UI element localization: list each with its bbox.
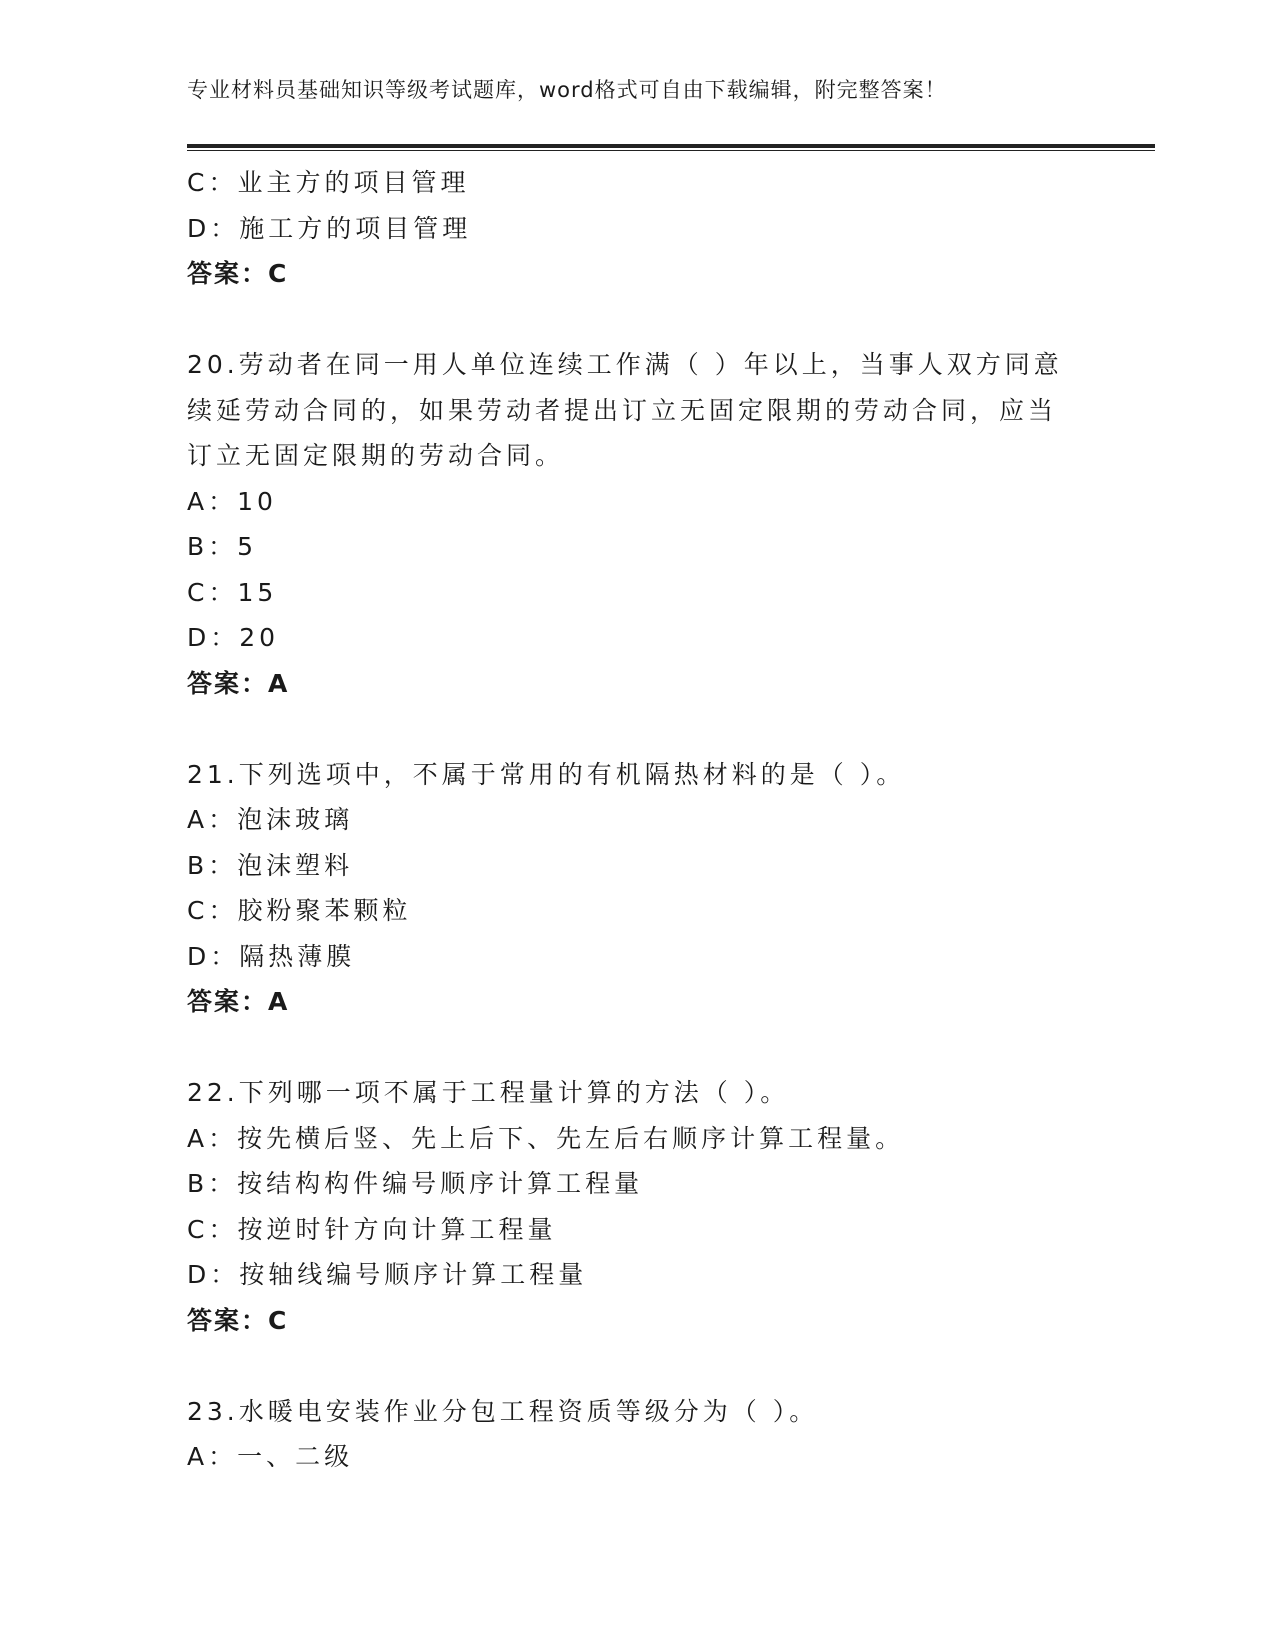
question-21 — [187, 752, 1127, 1025]
question-20 — [187, 342, 1127, 706]
option-line: D：按轴线编号顺序计算工程量 — [187, 1260, 588, 1289]
question-stem-line: 22.下列哪一项不属于工程量计算的方法（ ）。 — [187, 1078, 790, 1107]
option-line: D：施工方的项目管理 — [187, 213, 472, 243]
option-line: D：20 — [187, 623, 280, 652]
answer-line: 答案：C — [187, 1305, 289, 1335]
page-header: 专业材料员基础知识等级考试题库，word格式可自由下载编辑，附完整答案！ — [187, 78, 947, 102]
header-rule-thick — [187, 144, 1155, 148]
spacer — [187, 297, 1127, 343]
question-content — [187, 160, 1127, 1480]
answer-line: 答案：A — [187, 668, 290, 698]
question-stem-line: 23.水暖电安装作业分包工程资质等级分为（ ）。 — [187, 1396, 819, 1426]
spacer — [187, 1343, 1127, 1389]
option-line: B：按结构构件编号顺序计算工程量 — [187, 1169, 644, 1198]
option-line: C：15 — [187, 577, 278, 607]
option-line: B：5 — [187, 532, 258, 561]
header-rule-thin — [187, 150, 1155, 151]
spacer — [187, 1025, 1127, 1071]
question-stem-line: 订立无固定限期的劳动合同。 — [187, 441, 565, 470]
option-line: A：一、二级 — [187, 1442, 354, 1471]
option-line: A：泡沫玻璃 — [187, 805, 354, 834]
prev-question — [187, 160, 1127, 297]
option-line: C：按逆时针方向计算工程量 — [187, 1214, 557, 1244]
option-line: C：业主方的项目管理 — [187, 168, 470, 197]
option-line: C：胶粉聚苯颗粒 — [187, 896, 412, 925]
answer-line: 答案：A — [187, 987, 290, 1016]
answer-line: 答案：C — [187, 259, 289, 288]
question-stem-line: 21.下列选项中，不属于常用的有机隔热材料的是（ ）。 — [187, 759, 906, 789]
question-stem-line: 20.劳动者在同一用人单位连续工作满（ ）年以上，当事人双方同意 — [187, 350, 1063, 379]
option-line: A：按先横后竖、先上后下、先左后右顺序计算工程量。 — [187, 1123, 905, 1153]
question-22 — [187, 1070, 1127, 1343]
option-line: B：泡沫塑料 — [187, 850, 354, 880]
question-stem-line: 续延劳动合同的，如果劳动者提出订立无固定限期的劳动合同，应当 — [187, 395, 1058, 425]
question-23 — [187, 1389, 1127, 1480]
option-line: A：10 — [187, 486, 277, 516]
spacer — [187, 706, 1127, 752]
option-line: D：隔热薄膜 — [187, 941, 356, 971]
header-rule — [187, 144, 1155, 151]
